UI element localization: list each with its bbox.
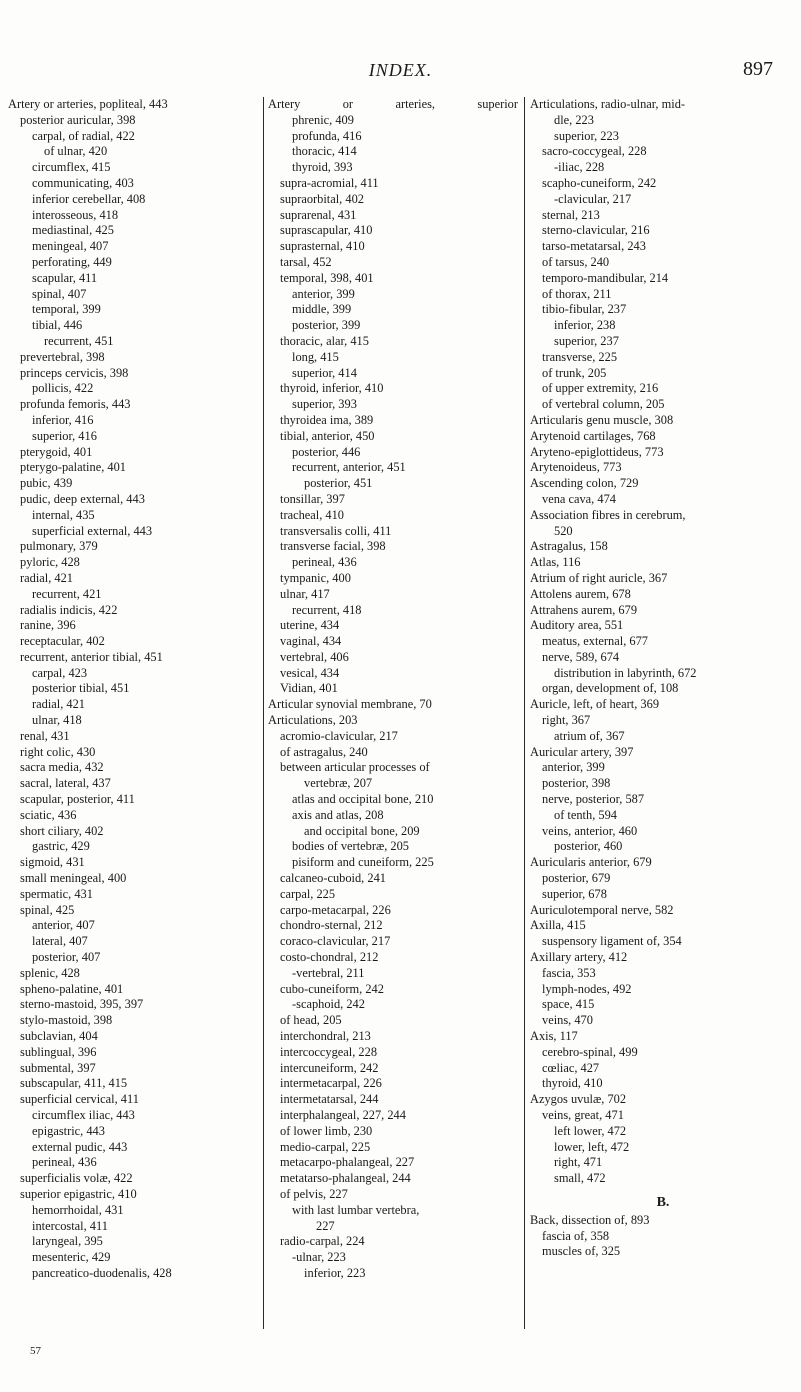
index-entry: inferior, 223 — [304, 1265, 366, 1280]
index-entry: calcaneo-cuboid, 241 — [280, 871, 386, 886]
index-entry: tibial, anterior, 450 — [280, 428, 375, 443]
index-entry: axis and atlas, 208 — [292, 807, 384, 822]
index-entry: thyroid, 393 — [292, 160, 353, 175]
index-entry: right, 367 — [542, 713, 591, 728]
index-entry: superior, 393 — [292, 397, 357, 412]
index-entry: acromio-clavicular, 217 — [280, 728, 398, 743]
index-entry: scapular, posterior, 411 — [20, 792, 135, 807]
index-entry: Articulations, 203 — [268, 713, 358, 728]
index-entry: gastric, 429 — [32, 839, 90, 854]
index-entry: pterygo-palatine, 401 — [20, 460, 126, 475]
index-entry: spheno-palatine, 401 — [20, 981, 124, 996]
index-entry: Auriculotemporal nerve, 582 — [530, 902, 674, 917]
index-entry: Ascending colon, 729 — [530, 476, 639, 491]
index-entry: posterior, 446 — [292, 444, 361, 459]
index-entry: veins, great, 471 — [542, 1108, 624, 1122]
index-entry: spermatic, 431 — [20, 886, 93, 901]
index-entry: veins, anterior, 460 — [542, 823, 638, 838]
index-entry: lower, left, 472 — [554, 1139, 630, 1154]
index-entry: fascia of, 358 — [542, 1228, 610, 1243]
index-entry: Astragalus, 158 — [530, 539, 608, 554]
index-entry: medio-carpal, 225 — [280, 1139, 371, 1154]
index-entry: suprasternal, 410 — [280, 239, 365, 254]
index-entry: renal, 431 — [20, 728, 70, 743]
index-entry: stylo-mastoid, 398 — [20, 1013, 113, 1028]
index-entry: Axilla, 415 — [530, 918, 586, 933]
index-entry: of ulnar, 420 — [44, 144, 108, 159]
index-entry: costo-chondral, 212 — [280, 950, 379, 965]
index-entry: Atrium of right auricle, 367 — [530, 570, 668, 585]
section-letter-heading: B. — [656, 1194, 670, 1210]
column-rule-2 — [524, 97, 525, 1329]
index-entry: supraorbital, 402 — [280, 191, 364, 206]
index-entry: sublingual, 396 — [20, 1044, 97, 1059]
index-entry: cœliac, 427 — [542, 1060, 600, 1075]
index-entry: subscapular, 411, 415 — [20, 1076, 128, 1091]
index-entry: superficial cervical, 411 — [20, 1092, 139, 1107]
index-entry: splenic, 428 — [20, 965, 80, 980]
index-entry: spinal, 407 — [32, 286, 87, 301]
index-entry: Articularis genu muscle, 308 — [530, 412, 674, 427]
index-entry: transversalis colli, 411 — [280, 523, 392, 538]
index-entry: superior epigastric, 410 — [20, 1186, 137, 1201]
index-entry: superior, 678 — [542, 886, 607, 901]
index-entry: circumflex iliac, 443 — [32, 1108, 135, 1122]
index-entry: vertebral, 406 — [280, 649, 349, 664]
index-entry: cerebro-spinal, 499 — [542, 1044, 638, 1059]
index-entry: transverse facial, 398 — [280, 539, 386, 554]
index-entry: anterior, 399 — [542, 760, 605, 775]
index-entry: external pudic, 443 — [32, 1139, 128, 1154]
index-entry: meatus, external, 677 — [542, 634, 648, 649]
index-entry: subclavian, 404 — [20, 1029, 98, 1044]
index-entry: of astragalus, 240 — [280, 744, 368, 759]
index-column-1 — [8, 97, 260, 1282]
index-entry: muscles of, 325 — [542, 1244, 621, 1259]
index-entry: profunda femoris, 443 — [20, 397, 131, 412]
index-entry: of tarsus, 240 — [542, 254, 610, 269]
index-entry: laryngeal, 395 — [32, 1234, 103, 1249]
index-entry: cubo-cuneiform, 242 — [280, 981, 384, 996]
index-entry: Artery or arteries, popliteal, 443 — [8, 97, 168, 111]
index-entry: carpal, 423 — [32, 665, 88, 680]
index-entry: vesical, 434 — [280, 665, 340, 680]
index-entry: phrenic, 409 — [292, 112, 354, 127]
index-entry: 227 — [316, 1218, 335, 1233]
index-entry: temporo-mandibular, 214 — [542, 270, 669, 285]
index-entry: suprarenal, 431 — [280, 207, 357, 222]
index-entry: Articular synovial membrane, 70 — [268, 697, 432, 712]
index-entry: radio-carpal, 224 — [280, 1234, 365, 1249]
index-entry: mesenteric, 429 — [32, 1250, 111, 1265]
index-entry: tarso-metatarsal, 243 — [542, 239, 646, 254]
index-entry: Axis, 117 — [530, 1029, 578, 1044]
index-entry: pudic, deep external, 443 — [20, 491, 145, 506]
index-entry: hemorrhoidal, 431 — [32, 1202, 124, 1217]
index-entry: bodies of vertebræ, 205 — [292, 839, 409, 854]
index-entry: transverse, 225 — [542, 349, 618, 364]
index-entry: sacro-coccygeal, 228 — [542, 144, 647, 159]
index-entry: pubic, 439 — [20, 476, 73, 491]
index-entry: sigmoid, 431 — [20, 855, 85, 870]
index-entry: Association fibres in cerebrum, — [530, 507, 686, 522]
index-entry: tracheal, 410 — [280, 507, 344, 522]
index-entry: pulmonary, 379 — [20, 539, 98, 554]
index-entry: lymph-nodes, 492 — [542, 981, 632, 996]
index-entry: Back, dissection of, 893 — [530, 1212, 650, 1227]
index-entry: posterior, 407 — [32, 950, 101, 965]
index-entry: posterior, 399 — [292, 318, 361, 333]
index-entry: pisiform and cuneiform, 225 — [292, 855, 434, 870]
index-entry: sterno-mastoid, 395, 397 — [20, 997, 144, 1012]
index-entry: organ, development of, 108 — [542, 681, 679, 696]
index-entry: vena cava, 474 — [542, 491, 616, 506]
index-entry: intermetatarsal, 244 — [280, 1092, 379, 1107]
index-entry: tonsillar, 397 — [280, 491, 345, 506]
index-entry: suprascapular, 410 — [280, 223, 373, 238]
index-entry: interosseous, 418 — [32, 207, 119, 222]
index-entry: receptacular, 402 — [20, 634, 105, 649]
index-entry: and occipital bone, 209 — [304, 823, 420, 838]
index-entry: intermetacarpal, 226 — [280, 1076, 382, 1091]
index-entry: small, 472 — [554, 1171, 606, 1186]
index-entry: -ulnar, 223 — [292, 1250, 346, 1265]
index-entry: tympanic, 400 — [280, 570, 351, 585]
index-entry: superior, 414 — [292, 365, 357, 380]
index-entry: superficialis volæ, 422 — [20, 1171, 133, 1186]
index-entry: meningeal, 407 — [32, 239, 109, 254]
index-entry: vertebræ, 207 — [304, 776, 373, 791]
index-entry: atlas and occipital bone, 210 — [292, 792, 434, 807]
index-entry: sciatic, 436 — [20, 807, 77, 822]
index-entry: profunda, 416 — [292, 128, 362, 143]
index-entry: of pelvis, 227 — [280, 1186, 348, 1201]
index-entry: mediastinal, 425 — [32, 223, 114, 238]
index-entry: intercoccygeal, 228 — [280, 1044, 378, 1059]
index-entry: radial, 421 — [32, 697, 85, 712]
index-entry: radial, 421 — [20, 570, 73, 585]
index-entry: atrium of, 367 — [554, 728, 625, 743]
index-entry: nerve, 589, 674 — [542, 649, 620, 664]
index-entry: Arytenoid cartilages, 768 — [530, 428, 656, 443]
index-entry: left lower, 472 — [554, 1123, 627, 1138]
index-entry: thoracic, alar, 415 — [280, 333, 369, 348]
index-entry: right, 471 — [554, 1155, 603, 1170]
index-entry: perforating, 449 — [32, 254, 112, 269]
index-entry: of upper extremity, 216 — [542, 381, 659, 396]
index-entry: tibio-fibular, 237 — [542, 302, 627, 317]
index-entry: sterno-clavicular, 216 — [542, 223, 650, 238]
index-entry: intercostal, 411 — [32, 1218, 108, 1233]
index-entry: chondro-sternal, 212 — [280, 918, 383, 933]
index-entry: Axillary artery, 412 — [530, 950, 628, 965]
index-entry: Auricularis anterior, 679 — [530, 855, 652, 870]
index-entry: anterior, 407 — [32, 918, 95, 933]
index-entry: ulnar, 417 — [280, 586, 330, 601]
index-entry: recurrent, anterior, 451 — [292, 460, 406, 475]
index-entry: between articular processes of — [280, 760, 430, 775]
index-entry: inferior cerebellar, 408 — [32, 191, 146, 206]
index-entry: recurrent, 421 — [32, 586, 102, 601]
index-entry: recurrent, 451 — [44, 333, 114, 348]
index-entry: recurrent, anterior tibial, 451 — [20, 649, 163, 664]
index-entry: of head, 205 — [280, 1013, 342, 1028]
index-entry: small meningeal, 400 — [20, 871, 127, 886]
index-entry: radialis indicis, 422 — [20, 602, 118, 617]
index-entry: Azygos uvulæ, 702 — [530, 1092, 627, 1107]
index-entry: carpal, of radial, 422 — [32, 128, 135, 143]
index-entry: temporal, 399 — [32, 302, 101, 317]
index-entry: posterior, 460 — [554, 839, 623, 854]
running-header: INDEX. — [368, 60, 433, 80]
index-entry: inferior, 238 — [554, 318, 616, 333]
index-entry: veins, 470 — [542, 1013, 593, 1028]
index-entry: with last lumbar vertebra, — [292, 1202, 420, 1217]
index-entry: communicating, 403 — [32, 175, 134, 190]
index-entry: carpal, 225 — [280, 886, 336, 901]
index-entry: interphalangeal, 227, 244 — [280, 1108, 406, 1122]
index-entry: right colic, 430 — [20, 744, 96, 759]
index-entry: 520 — [554, 523, 573, 538]
index-entry: thyroid, inferior, 410 — [280, 381, 384, 396]
index-entry: nerve, posterior, 587 — [542, 792, 645, 807]
index-entry: posterior, 451 — [304, 476, 373, 491]
index-entry: superior, 416 — [32, 428, 97, 443]
index-entry: thyroidea ima, 389 — [280, 412, 374, 427]
index-entry: ulnar, 418 — [32, 713, 82, 728]
index-entry: -scaphoid, 242 — [292, 997, 365, 1012]
index-entry: prevertebral, 398 — [20, 349, 105, 364]
index-entry: sacral, lateral, 437 — [20, 776, 111, 791]
index-entry: of trunk, 205 — [542, 365, 607, 380]
index-entry: carpo-metacarpal, 226 — [280, 902, 391, 917]
index-entry: dle, 223 — [554, 112, 594, 127]
index-entry: distribution in labyrinth, 672 — [554, 665, 697, 680]
index-entry: space, 415 — [542, 997, 595, 1012]
index-entry: pyloric, 428 — [20, 555, 80, 570]
index-entry: superior, 223 — [554, 128, 619, 143]
index-entry: posterior, 398 — [542, 776, 611, 791]
index-entry: Auditory area, 551 — [530, 618, 624, 633]
index-entry: tibial, 446 — [32, 318, 83, 333]
index-entry: perineal, 436 — [32, 1155, 97, 1170]
index-entry: -vertebral, 211 — [292, 965, 365, 980]
index-entry: uterine, 434 — [280, 618, 340, 633]
index-entry: fascia, 353 — [542, 965, 596, 980]
index-entry: pterygoid, 401 — [20, 444, 93, 459]
index-entry: superior, 237 — [554, 333, 619, 348]
index-entry: princeps cervicis, 398 — [20, 365, 129, 380]
index-entry: thyroid, 410 — [542, 1076, 603, 1091]
index-entry: of tenth, 594 — [554, 807, 617, 822]
index-entry: Aryteno-epiglottideus, 773 — [530, 444, 664, 459]
index-entry: of lower limb, 230 — [280, 1123, 373, 1138]
index-entry: inferior, 416 — [32, 412, 94, 427]
index-entry: -clavicular, 217 — [554, 191, 632, 206]
index-entry: perineal, 436 — [292, 555, 357, 570]
index-entry: Articulations, radio-ulnar, mid- — [530, 97, 686, 111]
index-entry: sternal, 213 — [542, 207, 600, 222]
index-entry: pollicis, 422 — [32, 381, 94, 396]
index-entry: circumflex, 415 — [32, 160, 111, 175]
index-entry: intercuneiform, 242 — [280, 1060, 379, 1075]
index-entry: Attolens aurem, 678 — [530, 586, 631, 601]
page-number: 897 — [743, 58, 773, 80]
index-entry: coraco-clavicular, 217 — [280, 934, 391, 949]
index-entry: recurrent, 418 — [292, 602, 362, 617]
index-entry: Artery or arteries, superior — [268, 97, 518, 111]
index-entry: Auricle, left, of heart, 369 — [530, 697, 660, 712]
index-entry: anterior, 399 — [292, 286, 355, 301]
index-entry: spinal, 425 — [20, 902, 75, 917]
index-entry: metatarso-phalangeal, 244 — [280, 1171, 411, 1186]
index-column-3 — [530, 97, 796, 1260]
signature-mark: 57 — [30, 1345, 41, 1357]
index-entry: interchondral, 213 — [280, 1029, 371, 1044]
index-entry: thoracic, 414 — [292, 144, 357, 159]
index-entry: supra-acromial, 411 — [280, 175, 379, 190]
index-entry: temporal, 398, 401 — [280, 270, 374, 285]
index-entry: epigastric, 443 — [32, 1123, 105, 1138]
index-entry: posterior auricular, 398 — [20, 112, 136, 127]
index-entry: scapular, 411 — [32, 270, 98, 285]
index-entry: suspensory ligament of, 354 — [542, 934, 682, 949]
index-entry: posterior tibial, 451 — [32, 681, 130, 696]
index-entry: pancreatico-duodenalis, 428 — [32, 1265, 172, 1280]
index-entry: -iliac, 228 — [554, 160, 605, 175]
index-entry: vaginal, 434 — [280, 634, 342, 649]
index-entry: scapho-cuneiform, 242 — [542, 175, 657, 190]
index-entry: lateral, 407 — [32, 934, 88, 949]
index-entry: posterior, 679 — [542, 871, 611, 886]
index-entry: of thorax, 211 — [542, 286, 612, 301]
index-entry: Arytenoideus, 773 — [530, 460, 622, 475]
index-entry: submental, 397 — [20, 1060, 96, 1075]
index-entry: Attrahens aurem, 679 — [530, 602, 638, 617]
index-entry: Auricular artery, 397 — [530, 744, 634, 759]
index-entry: middle, 399 — [292, 302, 352, 317]
index-entry: short ciliary, 402 — [20, 823, 104, 838]
index-entry: superficial external, 443 — [32, 523, 153, 538]
index-entry: Vidian, 401 — [280, 681, 338, 696]
index-entry: of vertebral column, 205 — [542, 397, 665, 412]
column-rule-1 — [263, 97, 264, 1329]
index-entry: long, 415 — [292, 349, 339, 364]
index-column-2 — [268, 97, 518, 1282]
index-entry: metacarpo-phalangeal, 227 — [280, 1155, 415, 1170]
index-entry: internal, 435 — [32, 507, 95, 522]
index-entry: sacra media, 432 — [20, 760, 104, 775]
index-entry: tarsal, 452 — [280, 254, 332, 269]
index-entry: Atlas, 116 — [530, 555, 581, 570]
index-entry: ranine, 396 — [20, 618, 76, 633]
